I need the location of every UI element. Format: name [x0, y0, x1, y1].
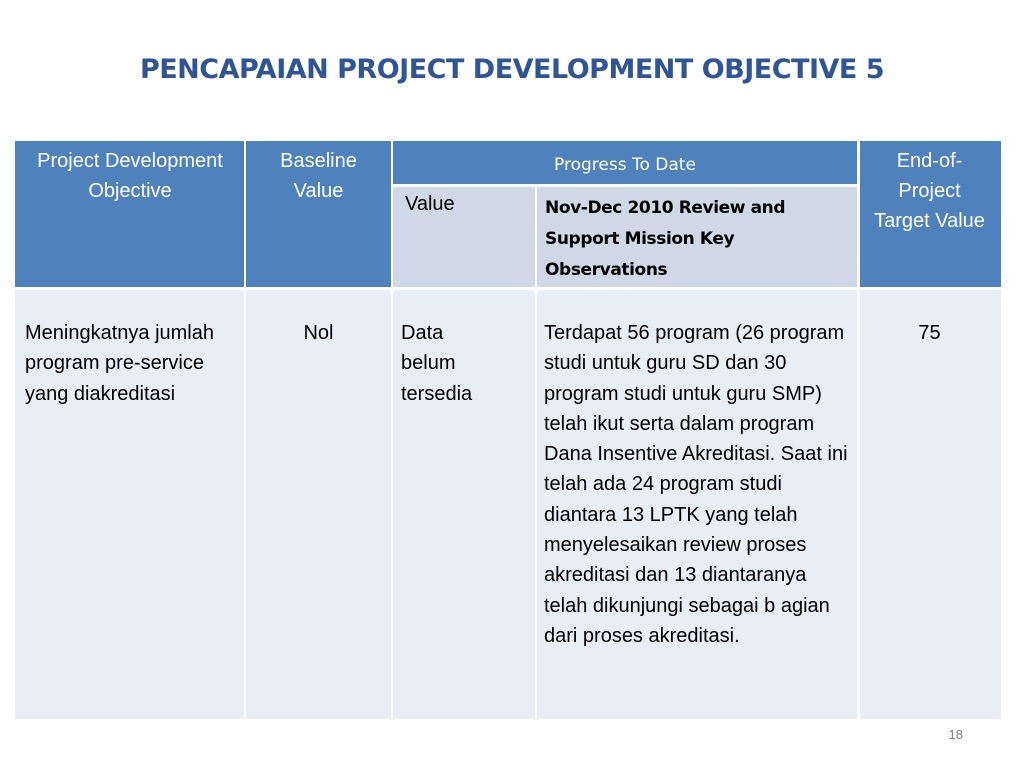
- divider: [392, 184, 858, 187]
- row-value: [392, 288, 536, 719]
- subheader-value: [392, 185, 536, 288]
- header-baseline: [245, 141, 392, 288]
- page-number: 18: [948, 727, 963, 742]
- row-objective: [15, 288, 245, 719]
- row-baseline: [245, 288, 392, 719]
- row-review-text: Terdapat 56 program (26 program studi untuk guru SD dan 30 program studi untuk guru SMP) telah ikut serta dalam program Dana Insentive Akreditasi. Saat ini telah ada 24 program studi diantara 13 LPTK yang telah menyelesaikan review proses akreditasi dan 13 diantaranya telah dikunjungi sebagai b agian dari proses akreditasi.: [544, 322, 848, 647]
- row-target: [858, 288, 1001, 719]
- header-target: [858, 141, 1001, 288]
- row-target-text: 75: [918, 322, 941, 344]
- slide-title: PENCAPAIAN PROJECT DEVELOPMENT OBJECTIVE 5: [139, 54, 885, 85]
- divider: [391, 141, 393, 719]
- header-progress-label: Progress To Date: [554, 155, 696, 175]
- row-value-text: Data belum tersedia: [401, 322, 473, 405]
- row-review: [536, 288, 858, 719]
- divider: [15, 287, 1001, 290]
- achievement-table: [15, 141, 1001, 719]
- divider: [535, 185, 537, 719]
- header-objective-label: Project Development Objective: [37, 150, 223, 202]
- header-progress: [392, 141, 858, 185]
- divider: [244, 141, 246, 719]
- subheader-review-label: Nov-Dec 2010 Review and Support Mission Key Observations: [545, 198, 786, 280]
- header-target-label: End-of-Project Target Value: [874, 150, 985, 232]
- header-objective: [15, 141, 245, 288]
- subheader-value-label: Value: [405, 193, 455, 215]
- subheader-review: [536, 185, 858, 288]
- header-baseline-label: Baseline Value: [280, 150, 357, 202]
- row-objective-text: Meningkatnya jumlah program pre-service yang diakreditasi: [25, 322, 214, 405]
- divider: [857, 141, 860, 719]
- row-baseline-text: Nol: [303, 322, 334, 344]
